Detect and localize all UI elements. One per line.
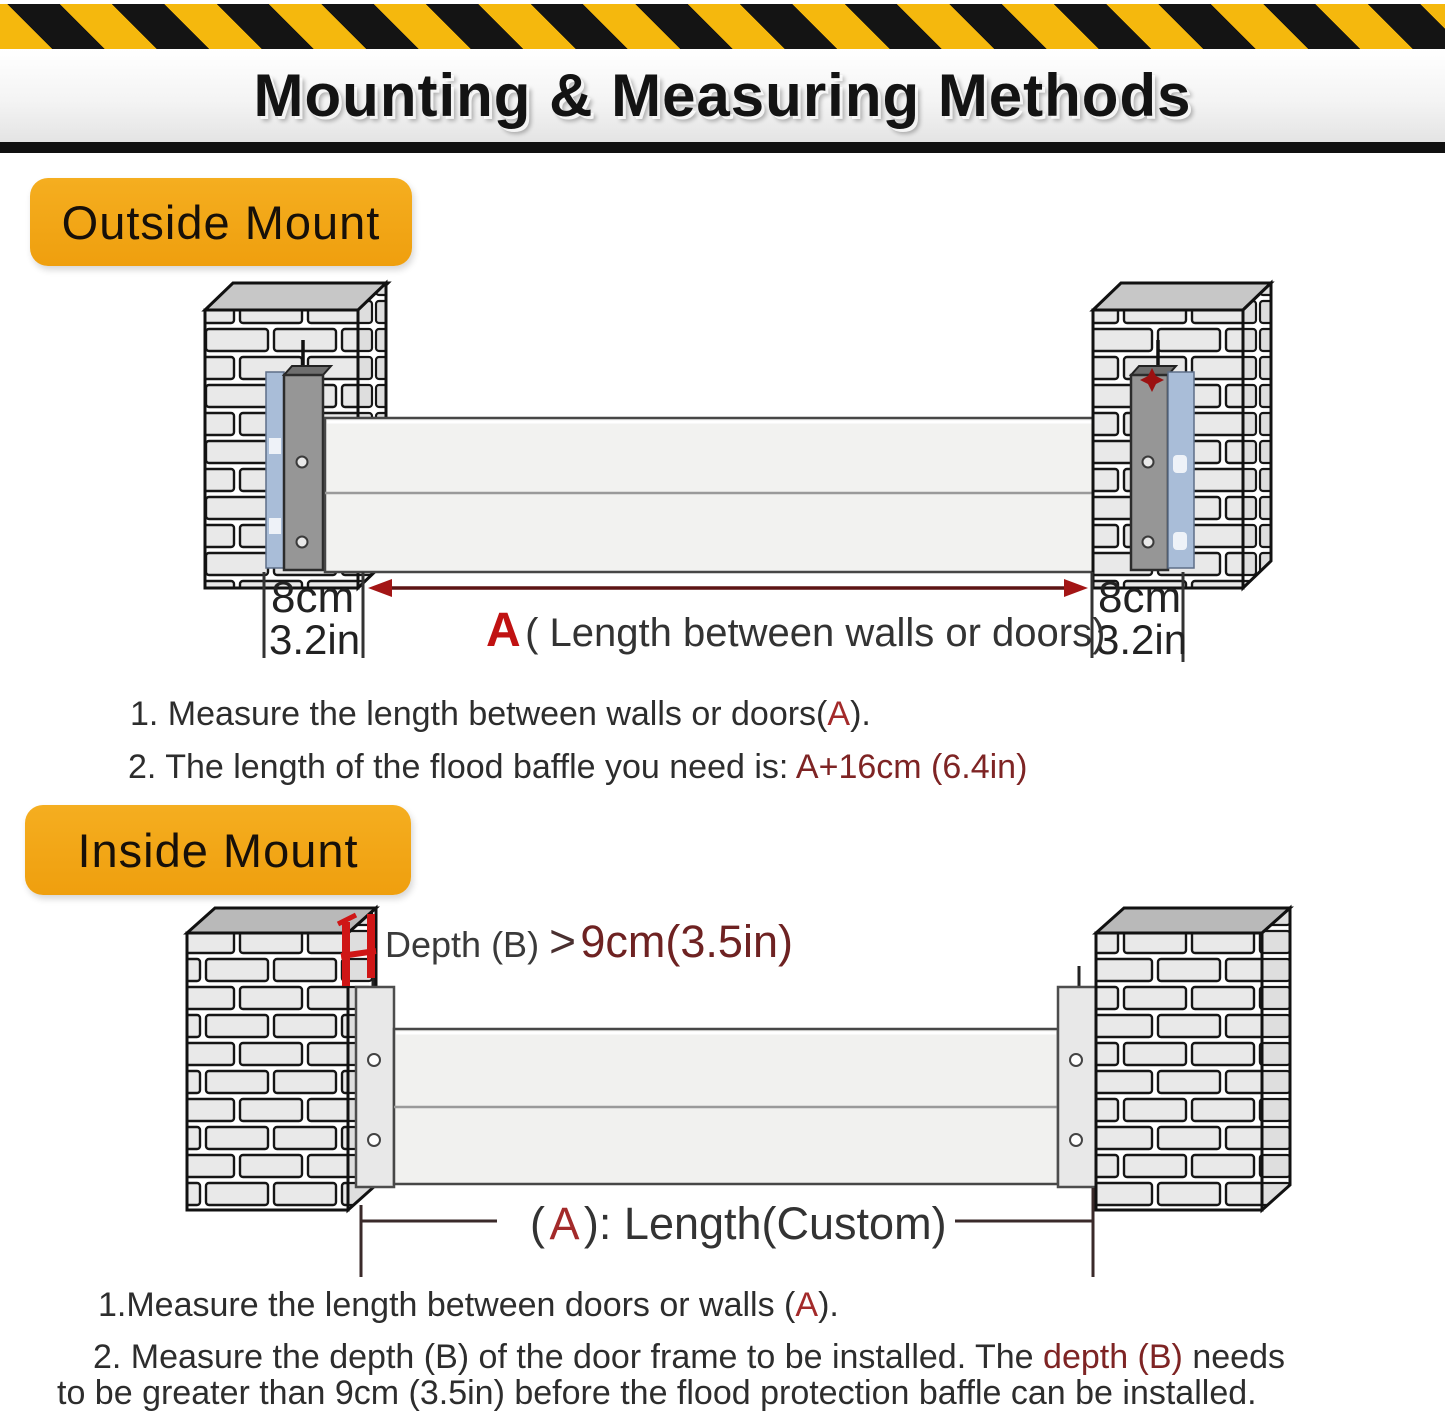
inside-length-annotation: ( A ): Length(Custom) xyxy=(530,1198,947,1249)
depth-annotation: Depth (B) > 9cm(3.5in) xyxy=(385,915,793,967)
outside-mount-diagram xyxy=(0,270,1445,662)
outside-flood-barrier xyxy=(325,418,1138,572)
outside-length-annotation: A ( Length between walls or doors) xyxy=(486,604,1106,657)
inside-mount-label xyxy=(25,805,411,895)
outside-left-offset-cm: 8cm xyxy=(271,573,355,622)
outside-right-offset-cm: 8cm xyxy=(1098,573,1182,622)
inside-instruction-2-line1: 2. Measure the depth (B) of the door frame to be installed. The depth (B) needs xyxy=(93,1338,1285,1376)
inside-mount-label-text: Inside Mount xyxy=(77,823,359,877)
outside-mount-label xyxy=(30,178,412,266)
inside-instruction-1: 1.Measure the length between doors or walls (A). xyxy=(98,1286,839,1324)
outside-instruction-1: 1. Measure the length between walls or doors(A). xyxy=(130,695,871,733)
inside-mount-diagram xyxy=(0,900,1445,1280)
title-band xyxy=(0,49,1445,142)
inside-instruction-2-line2: to be greater than 9cm (3.5in) before the flood protection baffle can be installed. xyxy=(57,1374,1257,1412)
banner-divider-bar xyxy=(0,142,1445,153)
hazard-stripe-banner xyxy=(0,4,1445,49)
length-arrow xyxy=(368,579,1088,597)
inside-right-pillar xyxy=(1096,908,1290,1210)
inside-right-channel xyxy=(1058,966,1096,1187)
outside-mount-label-text: Outside Mount xyxy=(61,195,381,249)
outside-right-offset-in: 3.2in xyxy=(1096,616,1188,662)
outside-left-wall-rail xyxy=(266,372,284,568)
inside-flood-barrier xyxy=(394,1029,1058,1184)
outside-instruction-2: 2. The length of the flood baffle you need is: A+16cm (6.4in) xyxy=(128,748,1028,786)
inside-left-channel xyxy=(356,987,394,1187)
page-title: Mounting & Measuring Methods xyxy=(253,62,1192,129)
outside-left-offset-in: 3.2in xyxy=(269,616,361,662)
